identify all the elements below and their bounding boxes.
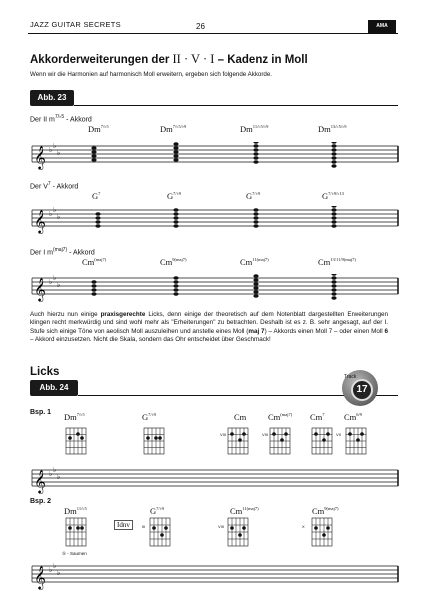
chord-name: $G^{7/♭9}$ (142, 412, 157, 422)
chord-name: $G^{7/♭9/♭13}$ (322, 191, 344, 201)
publisher-logo: AMA (368, 20, 396, 33)
staff-row-1 (30, 142, 400, 170)
svg-text:♭: ♭ (53, 207, 57, 214)
fret-label: VII (336, 432, 341, 437)
chord-name: $G^{7/♭9}$ (150, 506, 165, 516)
fret-label: VIII (220, 432, 227, 437)
svg-text:♭: ♭ (57, 150, 61, 157)
example-label-1: Bsp. 1 (30, 409, 52, 416)
chord-name: $Dm^{11/♭5}$ (64, 506, 87, 516)
staff-bsp1 (30, 466, 400, 494)
chord-name: $Dm^{11/♭5/♭9}$ (240, 124, 269, 134)
row-label-v7: Der $V^7$ - Akkord (30, 181, 79, 191)
svg-text:♭: ♭ (57, 474, 61, 481)
title-prefix: Akkorderweiterungen der (30, 54, 173, 66)
fret-label: III (142, 524, 146, 529)
section-intro: Wenn wir die Harmonien auf harmonisch Moll erweitern, ergeben sich folgende Akkorde. (30, 71, 273, 78)
treble-clef-icon: 𝄞 (34, 209, 46, 233)
svg-text:♭: ♭ (49, 471, 53, 478)
chord-name: $Cm^{9(maj7)}$ (160, 257, 187, 267)
footnote: ⑤ - Saumen (62, 551, 87, 556)
section-title (30, 52, 308, 67)
flat-icon: ♭ (49, 147, 53, 154)
svg-text:♭: ♭ (53, 275, 57, 282)
chord-name: Cm$^7$ (310, 412, 325, 422)
fret-label: VIII (262, 432, 269, 437)
figure-label-abb24: Abb. 24 (30, 380, 78, 396)
staff-row-2 (30, 206, 400, 234)
chord-name: $Cm^{11(maj7)}$ (240, 257, 269, 267)
chord-name: $G^7$ (92, 191, 101, 201)
fret-label: VIII (218, 524, 225, 529)
chord-name: Cm (234, 412, 247, 422)
fret-label: X (302, 524, 305, 529)
svg-text:♭: ♭ (57, 214, 61, 221)
row-label-im: Der I $m^{(maj7)}$ - Akkord (30, 247, 95, 257)
chord-name: $Dm^{13/♭5/♭9}$ (318, 124, 347, 134)
row-label-iim: Der II $m^{7/♭5}$ - Akkord (30, 114, 92, 124)
chord-name: $Cm^{13/11/9(maj7)}$ (318, 257, 356, 267)
chord-name: $Dm^{7/♭5}$ (88, 124, 109, 134)
treble-clef-icon: 𝄞 (34, 565, 46, 589)
svg-text:♭: ♭ (49, 567, 53, 574)
chord-diagrams-bsp2 (30, 516, 400, 550)
chord-name: $Cm^{9(maj7)}$ (312, 506, 339, 516)
treble-clef-icon: 𝄞 (34, 277, 46, 301)
svg-text:♭: ♭ (53, 467, 57, 474)
staff-row-3 (30, 274, 400, 302)
figure-label-abb23: Abb. 23 (30, 90, 74, 106)
chord-name: $G^{7/♭9}$ (246, 191, 261, 201)
chord-name: $Cm^{(maj7)}$ (268, 412, 293, 422)
header-rule (28, 33, 398, 34)
chord-name: $Dm^{7/♭5/♭9}$ (160, 124, 187, 134)
track-number: 17 (351, 379, 373, 401)
treble-clef-icon: 𝄞 (34, 469, 46, 493)
svg-text:♭: ♭ (53, 143, 57, 150)
idnv-marking: Idnv (114, 520, 133, 530)
svg-text:♭: ♭ (57, 570, 61, 577)
svg-text:♭: ♭ (53, 563, 57, 570)
figure-rule (74, 105, 398, 106)
chord-name: $Cm^{11(maj7)}$ (230, 506, 259, 516)
licks-heading: Licks (30, 366, 60, 378)
page-number: 26 (196, 22, 205, 31)
staff-bsp2 (30, 562, 400, 590)
chord-name: $G^{7/♭9}$ (167, 191, 182, 201)
chord-name: $Dm^{7/♭5}$ (64, 412, 85, 422)
body-paragraph: Auch hierzu nun einige praxisgerechte Licks, denn einige der theoretisch auf dem Notenblatt dargestellten Erweiterungen klingen recht merkwürdig und sind wohl mehr als "Erheiterungen" zu betrachten. Deshalb ist es z. B. sehr angesagt, auf der I. Stufe sich einige Töne von aeolisch Moll auszuleihen und anstelle eines Moll (maj 7) – Akkords einen Moll 7 – oder einen Moll 6 – Akkord einzusetzen. Nicht die Skala, sondern das Ohr entscheidet über Geschmack! (30, 311, 388, 343)
chord-name: $Cm^{(maj7)}$ (82, 257, 107, 267)
example-label-2: Bsp. 2 (30, 498, 52, 505)
title-suffix: – Kadenz in Moll (214, 54, 308, 66)
treble-clef-icon: 𝄞 (34, 145, 46, 169)
book-title: JAZZ GUITAR SECRETS (30, 20, 121, 29)
svg-text:♭: ♭ (49, 279, 53, 286)
chord-name: $Cm^{6/9}$ (344, 412, 363, 422)
svg-text:♭: ♭ (49, 211, 53, 218)
title-roman: II · V · I (172, 52, 215, 66)
svg-text:♭: ♭ (57, 282, 61, 289)
track-label: Track (344, 374, 357, 380)
chord-diagrams-bsp1 (30, 424, 400, 466)
